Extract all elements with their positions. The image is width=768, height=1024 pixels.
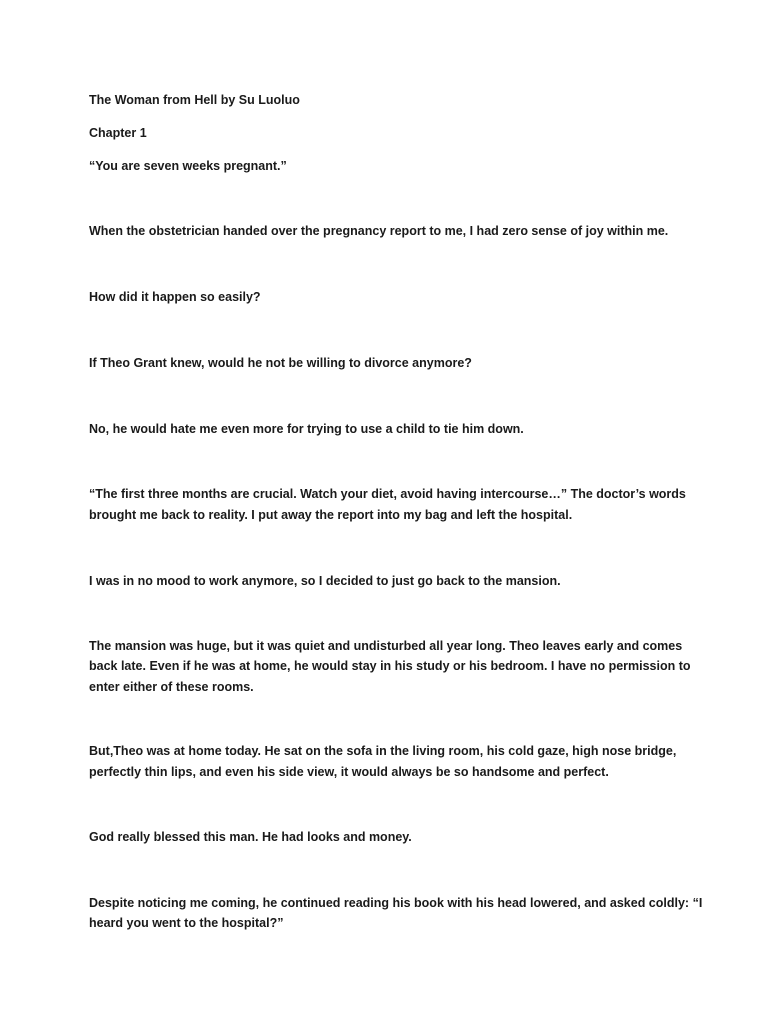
- paragraph-line: heard you went to the hospital?”: [89, 916, 284, 930]
- paragraph-line: brought me back to reality. I put away the report into my bag and left the hospital.: [89, 508, 573, 522]
- paragraph-line: How did it happen so easily?: [89, 290, 261, 304]
- paragraph-line: “The first three months are crucial. Watch your diet, avoid having intercourse…” The doctor’s words: [89, 487, 686, 501]
- paragraph-line: God really blessed this man. He had looks and money.: [89, 830, 412, 844]
- paragraph-line: I was in no mood to work anymore, so I decided to just go back to the mansion.: [89, 574, 561, 588]
- paragraph-line: “You are seven weeks pregnant.”: [89, 159, 287, 173]
- paragraph-line: No, he would hate me even more for trying to use a child to tie him down.: [89, 422, 524, 436]
- document-title: The Woman from Hell by Su Luoluo: [89, 93, 300, 107]
- paragraph-line: If Theo Grant knew, would he not be willing to divorce anymore?: [89, 356, 472, 370]
- paragraph-line: When the obstetrician handed over the pregnancy report to me, I had zero sense of joy within me.: [89, 224, 669, 238]
- paragraph-line: back late. Even if he was at home, he would stay in his study or his bedroom. I have no permission to: [89, 659, 691, 673]
- paragraph-line: Despite noticing me coming, he continued reading his book with his head lowered, and asked coldly: “I: [89, 896, 703, 910]
- paragraph-line: But,Theo was at home today. He sat on the sofa in the living room, his cold gaze, high nose bridge,: [89, 744, 677, 758]
- paragraph-line: The mansion was huge, but it was quiet and undisturbed all year long. Theo leaves early and comes: [89, 639, 683, 653]
- paragraph-line: perfectly thin lips, and even his side view, it would always be so handsome and perfect.: [89, 765, 609, 779]
- paragraph-line: enter either of these rooms.: [89, 680, 254, 694]
- chapter-heading: Chapter 1: [89, 126, 147, 140]
